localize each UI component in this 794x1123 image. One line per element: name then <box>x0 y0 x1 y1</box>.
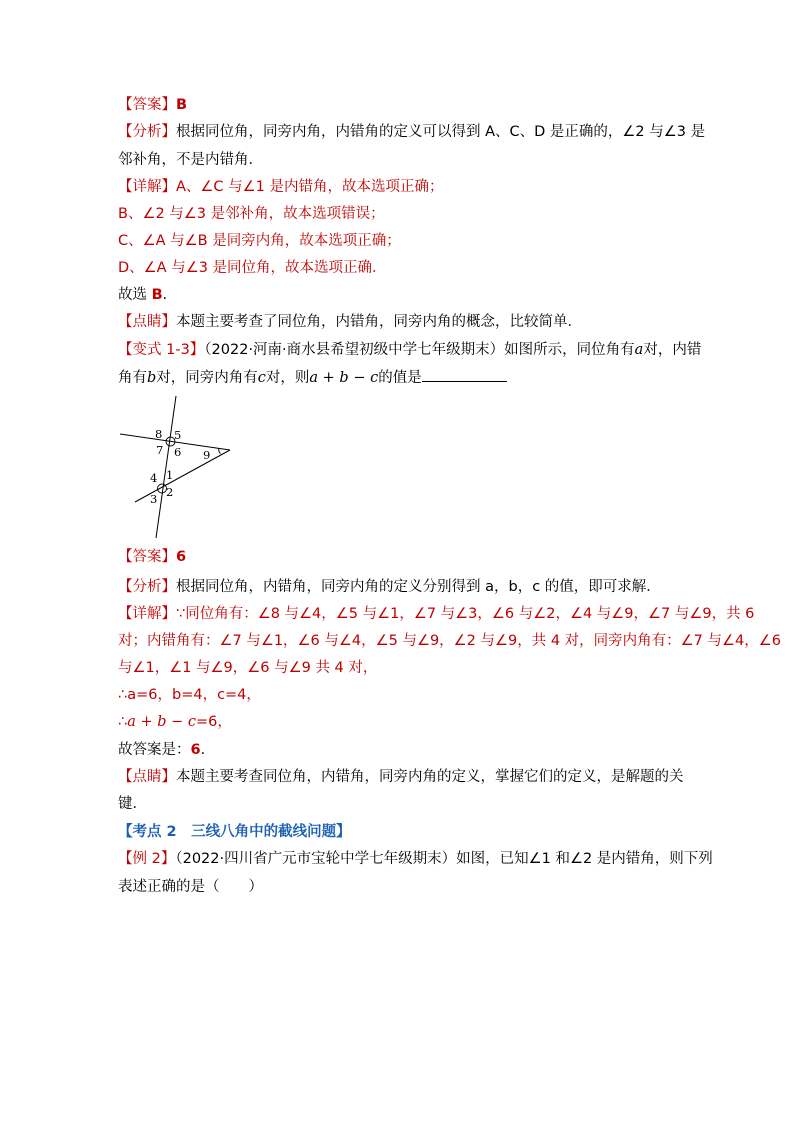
final-answer-line <box>118 740 678 760</box>
detail-tag: 【详解】 <box>118 179 176 195</box>
analysis-tag: 【分析】 <box>118 579 176 595</box>
answer-line-1 <box>118 95 678 115</box>
analysis-text: 根据同位角，内错角，同旁内角的定义分别得到 a，b，c 的值，即可求解． <box>176 579 661 595</box>
example-text: 如图，已知∠1 和∠2 是内错角，则下列 <box>456 851 713 867</box>
answer-line-2 <box>118 547 678 567</box>
choose-line <box>118 285 678 305</box>
therefore-expression: a + b − c <box>127 714 197 730</box>
answer-blank <box>422 367 507 382</box>
angle-label-7: 7 <box>156 443 164 457</box>
example-source: （2022·四川省广元市宝轮中学七年级期末） <box>175 851 457 867</box>
detail-tag: 【详解】 <box>118 606 176 622</box>
var-b: b <box>147 370 157 386</box>
angle-label-2: 2 <box>166 485 174 499</box>
analysis-line-2 <box>118 150 678 170</box>
variant-text: 角有 <box>118 370 147 386</box>
comment-tag: 【点睛】 <box>118 314 176 330</box>
variant-text: 的值是 <box>378 370 422 386</box>
answer-value: 6 <box>176 549 187 565</box>
therefore-result: =6， <box>196 714 232 730</box>
final-prefix: 故答案是： <box>118 742 191 758</box>
therefore-line-2 <box>118 712 678 732</box>
comment-line-1 <box>118 312 678 332</box>
angle-label-4: 4 <box>150 471 158 485</box>
angle-label-5: 5 <box>174 428 182 442</box>
angle-label-3: 3 <box>150 492 158 506</box>
analysis-tag: 【分析】 <box>118 124 176 140</box>
variant-expression: a + b − c <box>309 370 379 386</box>
variant-tag: 【变式 1-3】 <box>118 342 205 358</box>
angle-label-9: 9 <box>203 448 211 462</box>
therefore-line-1: ∴a=6，b=4，c=4， <box>118 687 261 703</box>
var-a: a <box>634 342 644 358</box>
detail-line-5 <box>118 604 755 624</box>
detail-line-1 <box>118 177 678 197</box>
var-c: c <box>257 370 266 386</box>
section-title: 【考点 2 三线八角中的截线问题】 <box>118 824 351 840</box>
detail-line-4: D、∠A 与∠3 是同位角，故本选项正确． <box>118 260 387 276</box>
analysis-line-3 <box>118 577 678 597</box>
example-tag: 【例 2】 <box>118 851 176 867</box>
variant-text: 如图所示，同位角有 <box>504 342 635 358</box>
detail-text: A、∠C 与∠1 是内错角，故本选项正确； <box>176 179 444 195</box>
detail-text: ∵同位角有：∠8 与∠4，∠5 与∠1，∠7 与∠3，∠6 与∠2，∠4 与∠9，∠7 与∠9，共 6 <box>176 606 755 622</box>
comment-text: 本题主要考查同位角，内错角，同旁内角的定义，掌握它们的定义，是解题的关 <box>176 769 684 785</box>
analysis-line-1 <box>118 122 706 142</box>
example-line-1 <box>118 849 713 869</box>
comment-text: 本题主要考查了同位角，内错角，同旁内角的概念，比较简单． <box>176 314 582 330</box>
detail-line-3: C、∠A 与∠B 是同旁内角，故本选项正确； <box>118 233 401 249</box>
detail-line-2: B、∠2 与∠3 是邻补角，故本选项错误； <box>118 206 385 222</box>
detail-line-7: 与∠1，∠1 与∠9，∠6 与∠9 共 4 对， <box>118 660 378 676</box>
analysis-text: 根据同位角，同旁内角，内错角的定义可以得到 A、C、D 是正确的，∠2 与∠3 是 <box>176 124 706 140</box>
angle-label-1: 1 <box>166 468 174 482</box>
variant-text: 对，同旁内角有 <box>156 370 258 386</box>
comment-tag: 【点睛】 <box>118 769 176 785</box>
example-line-2: 表述正确的是（ ） <box>118 879 263 895</box>
answer-value: B <box>176 97 188 113</box>
choose-prefix: 故选 <box>118 287 152 303</box>
variant-source: （2022·河南·商水县希望初级中学七年级期末） <box>204 342 505 358</box>
choose-suffix: ． <box>162 287 178 303</box>
final-suffix: ． <box>200 742 216 758</box>
analysis-text-cont: 邻补角，不是内错角． <box>118 152 263 168</box>
variant-text: 对，则 <box>265 370 310 386</box>
angle-label-8: 8 <box>155 427 163 441</box>
comment-line-3: 键． <box>118 796 147 812</box>
variant-text: 对，内错 <box>643 342 702 358</box>
detail-line-6: 对；内错角有：∠7 与∠1，∠6 与∠4，∠5 与∠9，∠2 与∠9，共 4 对，同旁内角有：∠7 与∠4，∠6 <box>118 633 781 649</box>
angle-figure <box>118 392 248 542</box>
choose-value: B <box>151 287 163 303</box>
final-value: 6 <box>190 742 201 758</box>
answer-tag: 【答案】 <box>118 549 176 565</box>
therefore-symbol: ∴ <box>118 714 128 730</box>
variant-line-1 <box>118 340 702 360</box>
comment-line-2 <box>118 767 684 787</box>
transversal-line <box>156 396 176 538</box>
variant-line-2 <box>118 367 678 388</box>
angle-label-6: 6 <box>174 445 182 459</box>
answer-tag: 【答案】 <box>118 97 176 113</box>
